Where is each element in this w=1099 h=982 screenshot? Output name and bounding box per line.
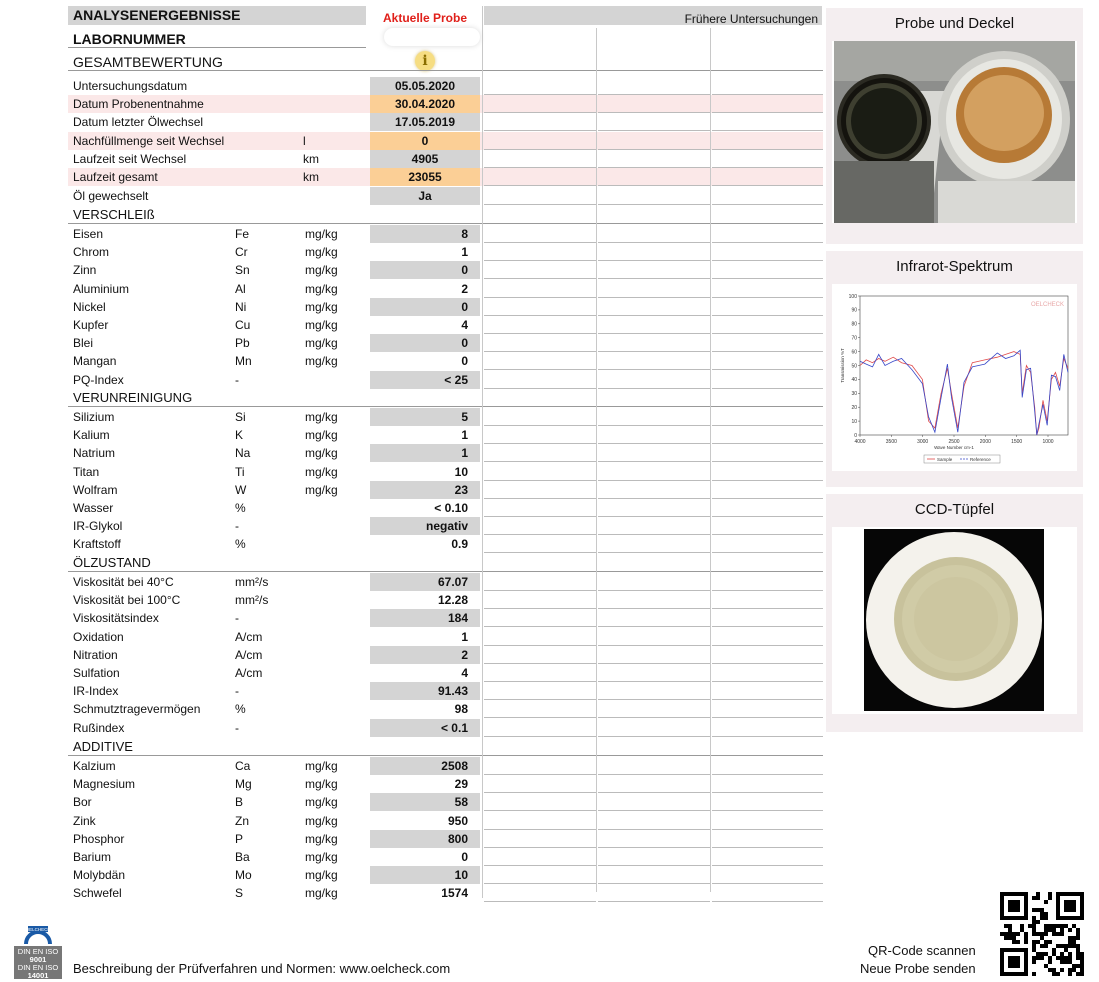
- current-value: 23055: [370, 168, 480, 186]
- current-value: 0: [461, 354, 468, 369]
- history-cell: [484, 185, 596, 186]
- parameter-unit: mg/kg: [305, 777, 338, 792]
- parameter-symbol: Pb: [235, 336, 250, 351]
- current-sample-label: Aktuelle Probe: [382, 11, 468, 25]
- ir-spectrum-chart: [832, 284, 1077, 471]
- sample-photo: [832, 41, 1077, 223]
- history-cell: [484, 388, 596, 389]
- history-cell: [598, 736, 710, 737]
- ccd-spot-image: [832, 527, 1077, 714]
- history-cell: [598, 185, 710, 186]
- y-tick-label: 70: [851, 335, 857, 342]
- cert-line3: DIN EN ISO: [17, 963, 59, 972]
- parameter-symbol: Si: [235, 410, 246, 424]
- cert-brand: OELCHECK: [25, 927, 51, 932]
- current-value: 2508: [370, 757, 480, 775]
- ir-chart-svg: [832, 284, 1077, 471]
- y-tick-label: 10: [851, 418, 857, 425]
- parameter-name: Datum Probenentnahme: [73, 97, 204, 111]
- parameter-unit: mg/kg: [305, 831, 338, 846]
- parameter-symbol: Ni: [235, 299, 247, 314]
- parameter-name: Zinn: [73, 263, 97, 278]
- qr-code[interactable]: [1000, 892, 1084, 976]
- y-tick-label: 100: [848, 293, 857, 300]
- current-value: 1: [461, 245, 468, 260]
- parameter-symbol: Mg: [235, 777, 252, 792]
- current-value: 2: [370, 646, 480, 664]
- ccd-panel-title: CCD-Tüpfel: [914, 501, 995, 518]
- y-tick-label: 90: [851, 307, 857, 314]
- certificate-logo-icon: [14, 924, 62, 946]
- current-value: 1574: [441, 886, 468, 901]
- parameter-unit: mg/kg: [305, 482, 338, 497]
- parameter-unit: mg/kg: [305, 428, 338, 443]
- history-cell: [712, 204, 823, 205]
- cert-line4: 14001: [27, 971, 49, 980]
- current-value: 0: [370, 132, 480, 150]
- parameter-symbol: -: [235, 720, 239, 735]
- history-cell: [712, 130, 823, 131]
- parameter-name: Kalium: [73, 428, 110, 443]
- column-divider: [710, 28, 711, 892]
- parameter-symbol: S: [235, 886, 244, 901]
- parameter-name: Laufzeit gesamt: [73, 170, 158, 184]
- x-tick-label: 2500: [948, 439, 960, 445]
- parameter-symbol: -: [235, 372, 239, 387]
- current-value: < 25: [370, 371, 480, 389]
- parameter-unit: mg/kg: [305, 410, 338, 424]
- current-value: 67.07: [370, 573, 480, 591]
- parameter-name: Wolfram: [73, 482, 118, 497]
- parameter-unit: mg/kg: [305, 299, 338, 314]
- current-value: 950: [447, 813, 468, 828]
- current-value: 1: [370, 444, 480, 462]
- current-value: 17.05.2019: [370, 113, 480, 131]
- section-heading: GESAMTBEWERTUNG: [68, 54, 823, 71]
- sample-panel-title: Probe und Deckel: [894, 15, 1015, 32]
- current-value: 10: [454, 464, 468, 479]
- history-cell: [484, 552, 596, 553]
- parameter-symbol: Na: [235, 446, 251, 461]
- parameter-name: Phosphor: [73, 831, 125, 846]
- y-axis-label: Transmission %T: [840, 348, 845, 383]
- parameter-symbol: Ca: [235, 759, 251, 773]
- parameter-name: Sulfation: [73, 666, 120, 680]
- current-value: 05.05.2020: [370, 77, 480, 95]
- parameter-name: Blei: [73, 336, 94, 351]
- ir-spectrum-panel: [826, 251, 1083, 487]
- parameter-name: Oxidation: [73, 629, 124, 644]
- parameter-name: Chrom: [73, 245, 110, 260]
- section-heading: VERUNREINIGUNG: [68, 390, 823, 407]
- parameter-name: Nitration: [73, 647, 118, 662]
- iso-certificate-badge: [14, 924, 62, 979]
- parameter-name: Mangan: [73, 354, 117, 369]
- parameter-name: Nachfüllmenge seit Wechsel: [73, 134, 225, 148]
- history-cell: [598, 388, 710, 389]
- parameter-unit: mg/kg: [305, 336, 338, 351]
- parameter-name: Eisen: [73, 227, 104, 241]
- current-value: 0.9: [451, 537, 468, 552]
- cert-line2: 9001: [29, 955, 47, 964]
- parameter-unit: mg/kg: [305, 245, 338, 260]
- parameter-unit: mg/kg: [305, 281, 338, 296]
- parameter-symbol: K: [235, 428, 244, 443]
- parameter-symbol: A/cm: [235, 666, 263, 680]
- chart-watermark: OELCHECK: [1030, 302, 1064, 308]
- current-value: 30.04.2020: [370, 95, 480, 113]
- y-tick-label: 80: [851, 321, 857, 328]
- analysis-results-heading: ANALYSENERGEBNISSE: [68, 6, 366, 25]
- legend-sample-label: Sample: [937, 457, 953, 462]
- parameter-symbol: %: [235, 702, 246, 717]
- current-value: 5: [370, 408, 480, 426]
- current-value: negativ: [370, 517, 480, 535]
- parameter-name: Silizium: [73, 410, 115, 424]
- plot-area: [860, 296, 1068, 435]
- section-heading: VERSCHLEIß: [68, 207, 823, 224]
- parameter-unit: mg/kg: [305, 446, 338, 461]
- parameter-unit: mg/kg: [305, 795, 338, 810]
- current-value: 2: [461, 281, 468, 296]
- parameter-name: Viskositätsindex: [73, 611, 159, 626]
- parameter-symbol: Cu: [235, 318, 251, 332]
- current-value: 0: [370, 334, 480, 352]
- history-cell: [712, 388, 823, 389]
- current-value: < 0.10: [434, 501, 468, 515]
- x-tick-label: 3500: [885, 439, 897, 445]
- parameter-symbol: mm²/s: [235, 575, 269, 589]
- current-value: 98: [454, 702, 468, 717]
- parameter-name: IR-Glykol: [73, 519, 123, 534]
- lab-number-redacted: [384, 28, 480, 46]
- parameter-name: Natrium: [73, 446, 116, 461]
- parameter-name: Öl gewechselt: [73, 189, 149, 203]
- history-cell: [598, 901, 710, 902]
- parameter-symbol: mm²/s: [235, 593, 269, 608]
- current-value: 1: [461, 629, 468, 644]
- parameter-unit: mg/kg: [305, 868, 338, 883]
- current-value: < 0.1: [370, 719, 480, 737]
- parameter-name: Nickel: [73, 299, 106, 314]
- parameter-name: Aluminium: [73, 281, 130, 296]
- history-cell: [712, 552, 823, 553]
- column-divider: [482, 6, 483, 898]
- parameter-unit: mg/kg: [305, 263, 338, 278]
- history-cell: [484, 736, 596, 737]
- parameter-name: Viskosität bei 40°C: [73, 575, 174, 589]
- history-cell: [712, 185, 823, 186]
- parameter-unit: mg/kg: [305, 813, 338, 828]
- y-tick-label: 20: [851, 405, 857, 411]
- parameter-unit: mg/kg: [305, 759, 338, 773]
- sample-jar-image: [832, 41, 1077, 223]
- x-tick-label: 2000: [979, 439, 991, 445]
- parameter-name: Zink: [73, 813, 96, 828]
- history-cell: [598, 130, 710, 131]
- current-value: 0: [370, 298, 480, 316]
- parameter-symbol: B: [235, 795, 244, 810]
- parameter-symbol: -: [235, 684, 239, 699]
- current-value: 184: [370, 609, 480, 627]
- parameter-name: Molybdän: [73, 868, 126, 883]
- parameter-name: PQ-Index: [73, 372, 124, 387]
- parameter-symbol: Sn: [235, 263, 250, 278]
- parameter-symbol: Cr: [235, 245, 248, 260]
- history-cell: [484, 130, 596, 131]
- parameter-symbol: W: [235, 482, 247, 497]
- parameter-name: Wasser: [73, 501, 114, 515]
- parameter-symbol: -: [235, 519, 239, 534]
- parameter-symbol: -: [235, 611, 239, 626]
- current-value: 0: [461, 850, 468, 864]
- column-divider: [596, 28, 597, 892]
- current-value: 29: [454, 777, 468, 792]
- parameter-name: Rußindex: [73, 720, 125, 735]
- previous-tests-label: Frühere Untersuchungen: [484, 6, 822, 25]
- parameter-name: Schmutztragevermögen: [73, 702, 201, 717]
- y-tick-label: 50: [851, 363, 857, 370]
- parameter-name: Titan: [73, 464, 100, 479]
- parameter-symbol: Mo: [235, 868, 252, 883]
- info-icon[interactable]: i: [415, 51, 435, 71]
- parameter-unit: km: [303, 152, 319, 166]
- parameter-unit: mg/kg: [305, 850, 338, 864]
- parameter-name: Untersuchungsdatum: [73, 79, 188, 93]
- history-cell: [484, 204, 596, 205]
- parameter-unit: mg/kg: [305, 227, 338, 241]
- current-value: 58: [370, 793, 480, 811]
- parameter-name: Bor: [73, 795, 92, 810]
- parameter-symbol: Fe: [235, 227, 250, 241]
- parameter-name: Schwefel: [73, 886, 122, 901]
- parameter-name: Kraftstoff: [73, 537, 121, 552]
- legend-reference-label: Reference: [970, 457, 991, 462]
- section-heading: ÖLZUSTAND: [68, 555, 823, 572]
- ccd-spot-photo: [832, 527, 1077, 714]
- current-value: 12.28: [437, 593, 468, 608]
- parameter-name: IR-Index: [73, 684, 119, 699]
- y-tick-label: 60: [851, 349, 857, 356]
- current-value: 23: [370, 481, 480, 499]
- parameter-name: Barium: [73, 850, 112, 864]
- sample-photo-panel: [826, 8, 1083, 244]
- parameter-unit: km: [303, 170, 319, 184]
- history-cell: [598, 204, 710, 205]
- parameter-symbol: Ba: [235, 850, 250, 864]
- parameter-name: Datum letzter Ölwechsel: [73, 115, 204, 129]
- parameter-unit: mg/kg: [305, 886, 338, 901]
- parameter-unit: l: [303, 134, 306, 148]
- history-cell: [712, 736, 823, 737]
- x-axis-label: Wave Number cm-1: [934, 445, 974, 450]
- x-tick-label: 1000: [1042, 439, 1054, 445]
- parameter-unit: mg/kg: [305, 464, 338, 479]
- parameter-name: Magnesium: [73, 777, 136, 792]
- current-value: 1: [461, 428, 468, 443]
- current-value: 800: [370, 830, 480, 848]
- y-tick-label: 0: [854, 432, 857, 439]
- y-tick-label: 40: [851, 377, 857, 384]
- parameter-symbol: A/cm: [235, 629, 263, 644]
- parameter-symbol: Zn: [235, 813, 250, 828]
- parameter-symbol: %: [235, 501, 246, 515]
- parameter-name: Kalzium: [73, 759, 116, 773]
- current-value: 4905: [370, 150, 480, 168]
- parameter-unit: mg/kg: [305, 318, 338, 332]
- history-cell: [712, 901, 823, 902]
- x-tick-label: 1500: [1011, 439, 1023, 445]
- current-value: 8: [370, 225, 480, 243]
- parameter-unit: mg/kg: [305, 354, 338, 369]
- current-value: Ja: [370, 187, 480, 205]
- current-value: 4: [461, 666, 468, 680]
- cert-line1: DIN EN ISO: [17, 947, 59, 956]
- methods-description: Beschreibung der Prüfverfahren und Normen: www.oelcheck.com: [73, 961, 451, 976]
- current-value: 0: [370, 261, 480, 279]
- parameter-name: Kupfer: [73, 318, 109, 332]
- parameter-name: Viskosität bei 100°C: [73, 593, 181, 608]
- current-value: 10: [370, 866, 480, 884]
- current-value: 4: [461, 318, 468, 332]
- qr-scan-label: QR-Code scannen: [868, 943, 976, 958]
- section-heading: ADDITIVE: [68, 739, 823, 756]
- lab-number-label: LABORNUMMER: [68, 30, 366, 48]
- parameter-symbol: A/cm: [235, 647, 263, 662]
- qr-send-label: Neue Probe senden: [860, 961, 976, 976]
- history-cell: [484, 901, 596, 902]
- ir-panel-title: Infrarot-Spektrum: [896, 258, 1013, 275]
- parameter-symbol: Ti: [235, 464, 245, 479]
- parameter-symbol: Mn: [235, 354, 252, 369]
- x-tick-label: 3000: [917, 439, 929, 445]
- y-tick-label: 30: [851, 391, 857, 398]
- qr-code-icon: [1000, 892, 1084, 976]
- parameter-symbol: %: [235, 537, 246, 552]
- parameter-name: Laufzeit seit Wechsel: [73, 152, 187, 166]
- x-tick-label: 4000: [854, 439, 866, 445]
- ccd-spot-panel: [826, 494, 1083, 732]
- parameter-symbol: Al: [235, 281, 246, 296]
- parameter-symbol: P: [235, 831, 244, 846]
- history-cell: [598, 552, 710, 553]
- current-value: 91.43: [370, 682, 480, 700]
